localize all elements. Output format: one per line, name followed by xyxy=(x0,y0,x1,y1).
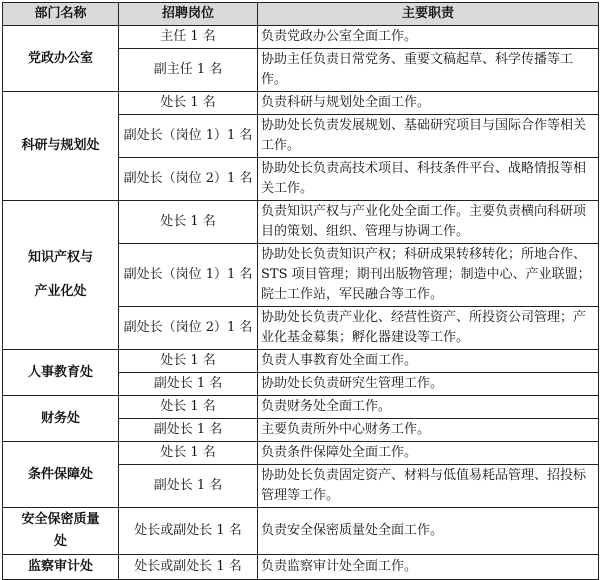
duty-cell: 负责党政办公室全面工作。 xyxy=(258,26,599,49)
department-name: 党政办公室 xyxy=(3,26,119,92)
duty-cell: 负责条件保障处全面工作。 xyxy=(258,442,599,465)
duty-cell: 负责监察审计处全面工作。 xyxy=(258,555,599,580)
position-cell: 副主任 1 名 xyxy=(119,49,258,92)
header-duties: 主要职责 xyxy=(258,3,599,26)
department-name xyxy=(3,508,119,555)
position-cell: 处长 1 名 xyxy=(119,92,258,115)
position-cell: 副处长 1 名 xyxy=(119,373,258,396)
duty-cell: 负责财务处全面工作。 xyxy=(258,396,599,419)
department-name-line: 安全保密质量 xyxy=(21,512,100,527)
position-cell: 处长 1 名 xyxy=(119,396,258,419)
position-cell: 处长 1 名 xyxy=(119,442,258,465)
header-department: 部门名称 xyxy=(3,3,119,26)
duty-cell: 协助处长负责产业化、经营性资产、所投资公司管理；产业化基金募集；孵化器建设等工作。 xyxy=(258,307,599,350)
department-name-line: 产业化处 xyxy=(34,284,87,299)
table-row xyxy=(3,442,599,465)
table-row xyxy=(3,508,599,555)
position-cell: 副处长（岗位 1）1 名 xyxy=(119,244,258,307)
position-cell: 处长 1 名 xyxy=(119,201,258,244)
position-cell: 副处长（岗位 1）1 名 xyxy=(119,115,258,158)
header-position: 招聘岗位 xyxy=(119,3,258,26)
duty-cell: 协助处长负责发展规划、基础研究项目与国际合作等相关工作。 xyxy=(258,115,599,158)
department-name: 人事教育处 xyxy=(3,350,119,396)
position-cell: 处长 1 名 xyxy=(119,350,258,373)
department-name xyxy=(3,201,119,350)
table-row xyxy=(3,26,599,49)
duty-cell: 协助处长负责固定资产、材料与低值易耗品管理、招投标管理等工作。 xyxy=(258,465,599,508)
department-name: 财务处 xyxy=(3,396,119,442)
duty-cell: 协助处长负责知识产权；科研成果转移转化；所地合作、STS 项目管理；期刊出版物管理；制造中心、产业联盟；院士工作站，军民融合等工作。 xyxy=(258,244,599,307)
table-row xyxy=(3,396,599,419)
duty-cell: 协助主任负责日常党务、重要文稿起草、科学传播等工作。 xyxy=(258,49,599,92)
position-cell: 副处长（岗位 2）1 名 xyxy=(119,307,258,350)
position-cell: 处长或副处长 1 名 xyxy=(119,508,258,555)
recruitment-table xyxy=(2,2,599,580)
position-cell: 处长或副处长 1 名 xyxy=(119,555,258,580)
department-name: 科研与规划处 xyxy=(3,92,119,201)
duty-cell: 负责安全保密质量处全面工作。 xyxy=(258,508,599,555)
duty-cell: 负责知识产权与产业化处全面工作。主要负责横向科研项目的策划、组织、管理与协调工作。 xyxy=(258,201,599,244)
department-name: 条件保障处 xyxy=(3,442,119,508)
table-row xyxy=(3,555,599,580)
duty-cell: 协助处长负责研究生管理工作。 xyxy=(258,373,599,396)
duty-cell: 协助处长负责高技术项目、科技条件平台、战略情报等相关工作。 xyxy=(258,158,599,201)
position-cell: 主任 1 名 xyxy=(119,26,258,49)
duty-cell: 负责人事教育处全面工作。 xyxy=(258,350,599,373)
table-row xyxy=(3,92,599,115)
table-row xyxy=(3,201,599,244)
header-row xyxy=(3,3,599,26)
department-name-line: 处 xyxy=(53,534,67,549)
duty-cell: 负责科研与规划处全面工作。 xyxy=(258,92,599,115)
position-cell: 副处长（岗位 2）1 名 xyxy=(119,158,258,201)
table-row xyxy=(3,350,599,373)
department-name-line: 知识产权与 xyxy=(27,250,93,265)
duty-cell: 主要负责所外中心财务工作。 xyxy=(258,419,599,442)
department-name: 监察审计处 xyxy=(3,555,119,580)
position-cell: 副处长 1 名 xyxy=(119,465,258,508)
position-cell: 副处长 1 名 xyxy=(119,419,258,442)
